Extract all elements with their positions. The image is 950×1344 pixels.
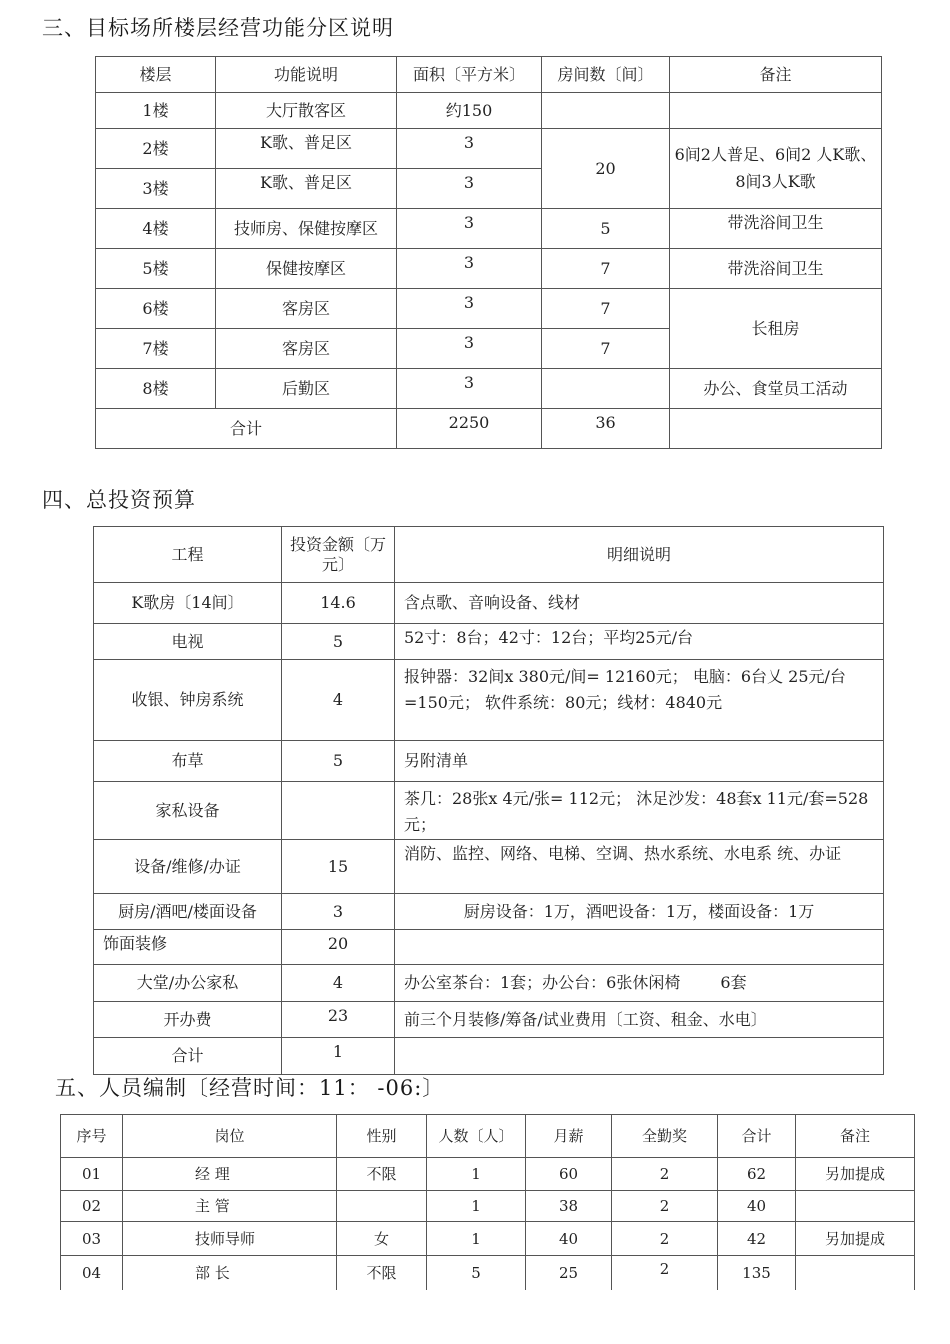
- function-cell: [216, 93, 397, 129]
- header-cell: 序号: [61, 1115, 123, 1158]
- salary-cell: 40: [526, 1222, 612, 1256]
- table-row: [61, 1191, 915, 1222]
- detail-cell: 报钟器：32间x 380元/间= 12160元； 电脑：6台乂 25元/台=150元； 软件系统：80元；线材：4840元: [395, 660, 884, 741]
- total-cell: 42: [718, 1222, 796, 1256]
- count-cell: 1: [427, 1158, 526, 1191]
- table-row: [94, 660, 884, 741]
- count-cell: 5: [427, 1256, 526, 1291]
- post-cell: 部 长: [123, 1256, 337, 1291]
- floor-cell: 5楼: [96, 249, 216, 289]
- note-cell: 长租房: [670, 289, 882, 369]
- function-cell: 客房区: [216, 289, 397, 329]
- floor-cell: 3楼: [96, 169, 216, 209]
- bonus-cell: 2: [612, 1191, 718, 1222]
- total-rooms-cell: 36: [542, 409, 670, 449]
- bonus-cell: 2: [612, 1158, 718, 1191]
- header-cell: 面积〔平方米〕: [397, 57, 542, 93]
- header-cell: 合计: [718, 1115, 796, 1158]
- function-cell: 技师房、保健按摩区: [216, 209, 397, 249]
- total-area-cell: 2250: [397, 409, 542, 449]
- note-cell: [670, 93, 882, 129]
- gender-cell: [337, 1191, 427, 1222]
- table-row: [96, 93, 882, 129]
- detail-cell: 消防、监控、网络、电梯、空调、热水系统、水电系 统、办证: [395, 839, 884, 893]
- project-cell: 开办费: [94, 1001, 282, 1037]
- amount-cell: [282, 782, 395, 840]
- note-text-extra: 卫生: [791, 258, 824, 278]
- detail-cell: 含点歌、音响设备、线材: [395, 583, 884, 624]
- section4-title: 四、总投资预算: [42, 488, 196, 512]
- table-row: [61, 1158, 915, 1191]
- header-cell: 房间数〔间〕: [542, 57, 670, 93]
- table-header-row: [94, 527, 884, 583]
- function-cell: K歌、普足区: [216, 129, 397, 169]
- project-cell: 大堂/办公家私: [94, 964, 282, 1001]
- function-cell: 客房区: [216, 329, 397, 369]
- note-text-extra: 卫生: [791, 213, 824, 232]
- detail-text-tail: 6套: [720, 973, 747, 993]
- note-text: 带洗浴间: [727, 213, 792, 232]
- header-cell: 人数〔人〕: [427, 1115, 526, 1158]
- seq-cell: 01: [61, 1158, 123, 1191]
- area-cell: 3: [397, 289, 542, 329]
- section5-title: 五、人员编制〔经营时间：11： -06:〕: [55, 1076, 445, 1100]
- note-text: 带洗浴间: [727, 258, 792, 278]
- rooms-cell: 20: [542, 129, 670, 209]
- header-cell: 全勤奖: [612, 1115, 718, 1158]
- rooms-cell: 7: [542, 249, 670, 289]
- project-cell: 厨房/酒吧/楼面设备: [94, 893, 282, 929]
- gender-cell: 不限: [337, 1158, 427, 1191]
- note-cell: [670, 209, 882, 249]
- project-cell: 收银、钟房系统: [94, 660, 282, 741]
- amount-cell: 15: [282, 839, 395, 893]
- post-cell: 技师导师: [123, 1222, 337, 1256]
- table-row: [94, 782, 884, 840]
- project-cell: 饰面装修: [94, 929, 282, 964]
- total-label-cell: 合计: [96, 409, 397, 449]
- table-header-row: [96, 57, 882, 93]
- amount-cell: 14.6: [282, 583, 395, 624]
- floor-cell: 4楼: [96, 209, 216, 249]
- detail-text-extra: 休闲椅: [632, 973, 681, 993]
- salary-cell: 60: [526, 1158, 612, 1191]
- floor-cell: 1楼: [96, 93, 216, 129]
- note-text-extra: 员工活动: [783, 378, 848, 398]
- area-cell: 3: [397, 369, 542, 409]
- amount-cell: 5: [282, 741, 395, 782]
- project-cell: 家私设备: [94, 782, 282, 840]
- function-text: 大厅: [265, 100, 298, 120]
- salary-cell: 25: [526, 1256, 612, 1291]
- table-row: [96, 209, 882, 249]
- count-cell: 1: [427, 1191, 526, 1222]
- note-cell: 另加提成: [796, 1222, 915, 1256]
- rooms-cell: 5: [542, 209, 670, 249]
- table-row: [94, 624, 884, 660]
- detail-cell: [395, 1037, 884, 1074]
- area-cell: 3: [397, 249, 542, 289]
- rooms-cell: [542, 369, 670, 409]
- table-row: [61, 1256, 915, 1291]
- table-row: [94, 893, 884, 929]
- investment-budget-table: [93, 526, 884, 1075]
- rooms-cell: 7: [542, 289, 670, 329]
- project-cell: 布草: [94, 741, 282, 782]
- seq-cell: 02: [61, 1191, 123, 1222]
- note-cell: [796, 1191, 915, 1222]
- floor-cell: 2楼: [96, 129, 216, 169]
- floor-cell: 6楼: [96, 289, 216, 329]
- table-row: [94, 964, 884, 1001]
- header-cell: 岗位: [123, 1115, 337, 1158]
- staffing-table: [60, 1114, 915, 1290]
- count-cell: 1: [427, 1222, 526, 1256]
- gender-cell: 女: [337, 1222, 427, 1256]
- area-cell: 约150: [397, 93, 542, 129]
- note-cell: [796, 1256, 915, 1291]
- area-cell: 3: [397, 209, 542, 249]
- area-cell: 3: [397, 329, 542, 369]
- note-text: 办公、食堂: [703, 378, 784, 398]
- total-cell: 40: [718, 1191, 796, 1222]
- bonus-cell: 2: [612, 1222, 718, 1256]
- post-cell: 经 理: [123, 1158, 337, 1191]
- note-cell: 另加提成: [796, 1158, 915, 1191]
- header-cell: 功能说明: [216, 57, 397, 93]
- floor-cell: 8楼: [96, 369, 216, 409]
- amount-cell: 20: [282, 929, 395, 964]
- note-cell: 6间2人普足、6间2 人K歌、8间3人K歌: [670, 129, 882, 209]
- table-total-row: [96, 409, 882, 449]
- salary-cell: 38: [526, 1191, 612, 1222]
- amount-cell: 23: [282, 1001, 395, 1037]
- table-row: [94, 929, 884, 964]
- project-cell: 设备/维修/办证: [94, 839, 282, 893]
- header-cell: 投资金额〔万元〕: [282, 527, 395, 583]
- bonus-cell: 2: [612, 1256, 718, 1291]
- post-cell: 主 管: [123, 1191, 337, 1222]
- seq-cell: 03: [61, 1222, 123, 1256]
- header-cell: 楼层: [96, 57, 216, 93]
- header-cell: 明细说明: [395, 527, 884, 583]
- amount-cell: 5: [282, 624, 395, 660]
- total-cell: 135: [718, 1256, 796, 1291]
- amount-cell: 3: [282, 893, 395, 929]
- amount-cell: 4: [282, 660, 395, 741]
- rooms-cell: 7: [542, 329, 670, 369]
- area-cell: 3: [397, 129, 542, 169]
- total-cell: 62: [718, 1158, 796, 1191]
- project-cell: K歌房〔14间〕: [94, 583, 282, 624]
- header-cell: 性别: [337, 1115, 427, 1158]
- function-cell: K歌、普足区: [216, 169, 397, 209]
- table-row: [96, 289, 882, 329]
- table-row: [94, 741, 884, 782]
- project-cell: 合计: [94, 1037, 282, 1074]
- total-note-cell: [670, 409, 882, 449]
- floor-cell: 7楼: [96, 329, 216, 369]
- detail-text: 办公室茶台：1套；办公台：6张: [404, 973, 633, 993]
- table-header-row: [61, 1115, 915, 1158]
- floor-function-table: [95, 56, 882, 449]
- section3-title: 三、目标场所楼层经营功能分区说明: [42, 16, 394, 40]
- header-cell: 备注: [796, 1115, 915, 1158]
- header-cell: 工程: [94, 527, 282, 583]
- amount-cell: 4: [282, 964, 395, 1001]
- table-row: [61, 1222, 915, 1256]
- project-cell: 电视: [94, 624, 282, 660]
- gender-cell: 不限: [337, 1256, 427, 1291]
- detail-cell: [395, 929, 884, 964]
- area-cell: 3: [397, 169, 542, 209]
- detail-cell: 前三个月装修/筹备/试业费用〔工资、租金、水电〕: [395, 1001, 884, 1037]
- function-text-extra: 散客区: [298, 100, 347, 120]
- table-row: [96, 249, 882, 289]
- table-total-row: [94, 1037, 884, 1074]
- table-row: [96, 129, 882, 169]
- header-cell: 备注: [670, 57, 882, 93]
- detail-cell: 52寸：8台；42寸：12台；平均25元/台: [395, 624, 884, 660]
- amount-cell: 1: [282, 1037, 395, 1074]
- seq-cell: 04: [61, 1256, 123, 1291]
- detail-cell: 另附清单: [395, 741, 884, 782]
- table-row: [94, 1001, 884, 1037]
- table-row: [94, 583, 884, 624]
- function-cell: 后勤区: [216, 369, 397, 409]
- function-cell: 保健按摩区: [216, 249, 397, 289]
- rooms-cell: [542, 93, 670, 129]
- detail-cell: [395, 964, 884, 1001]
- note-cell: [670, 249, 882, 289]
- detail-cell: 厨房设备：1万，酒吧设备：1万，楼面设备：1万: [395, 893, 884, 929]
- detail-cell: 茶几：28张x 4元/张= 112元； 沐足沙发：48套x 11元/套=528元；: [395, 782, 884, 840]
- header-cell: 月薪: [526, 1115, 612, 1158]
- note-cell: [670, 369, 882, 409]
- table-row: [94, 839, 884, 893]
- table-row: [96, 369, 882, 409]
